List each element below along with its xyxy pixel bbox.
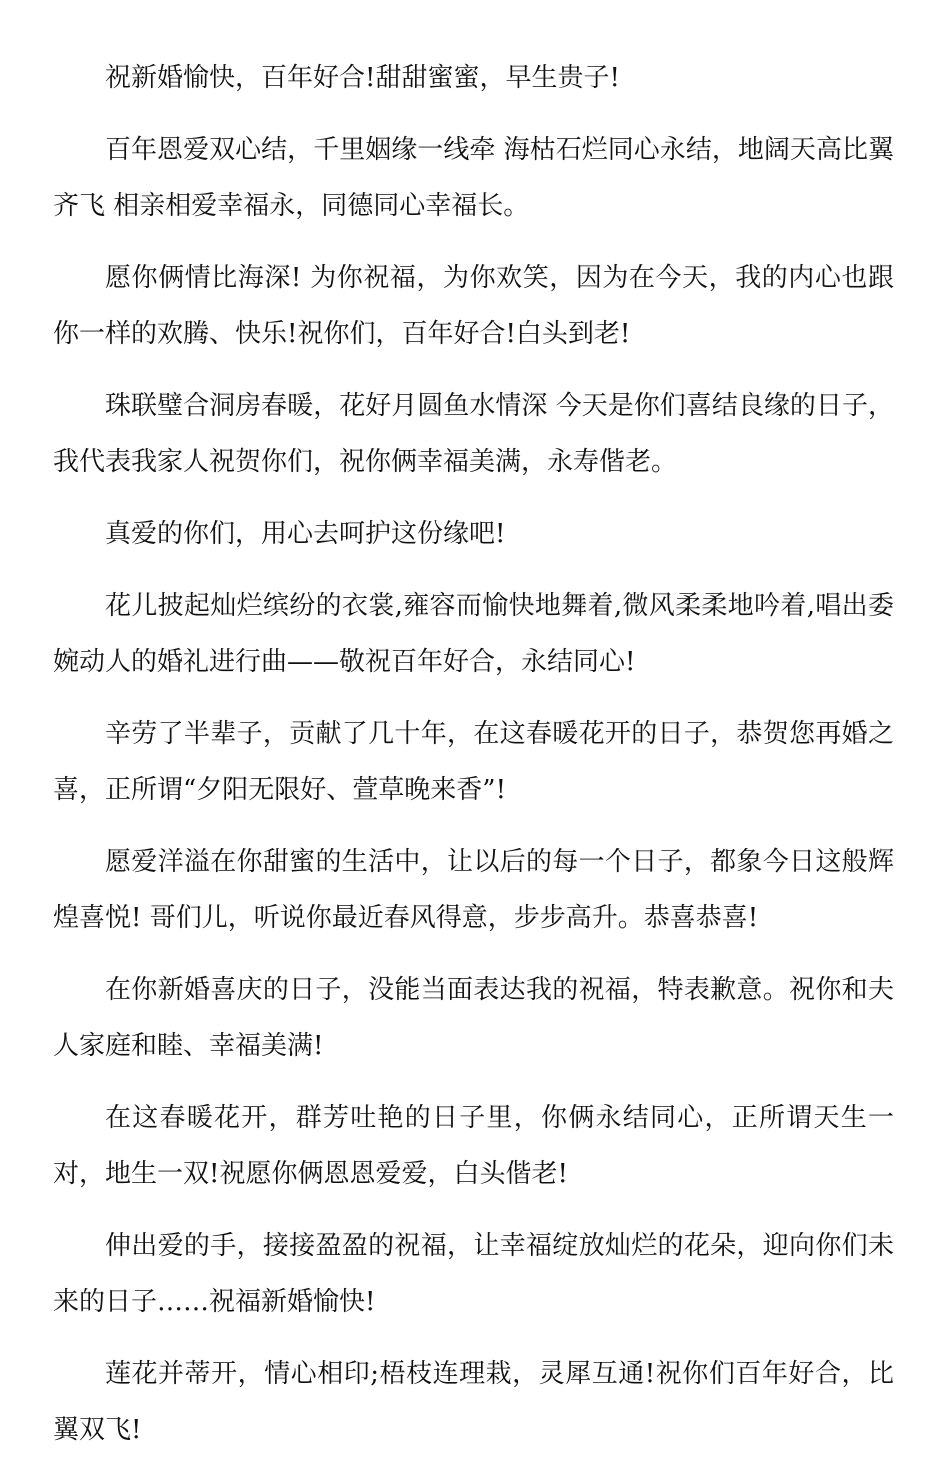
- paragraph-4: 珠联璧合洞房春暖，花好月圆鱼水情深 今天是你们喜结良缘的日子，我代表我家人祝贺你们，祝你俩幸福美满，永寿偕老。: [53, 391, 894, 477]
- paragraph-2: 百年恩爱双心结，千里姻缘一线牵 海枯石烂同心永结，地阔天高比翼齐飞 相亲相爱幸福永，同德同心幸福长。: [53, 135, 894, 221]
- paragraph-7: 辛劳了半辈子，贡献了几十年，在这春暖花开的日子，恭贺您再婚之喜，正所谓“夕阳无限好、萱草晚来香”!: [53, 719, 894, 805]
- paragraph-9: 在你新婚喜庆的日子，没能当面表达我的祝福，特表歉意。祝你和夫人家庭和睦、幸福美满!: [53, 975, 894, 1061]
- paragraph-12: 莲花并蒂开，情心相印;梧枝连理栽，灵犀互通!祝你们百年好合，比翼双飞!: [53, 1359, 894, 1445]
- paragraph-1: 祝新婚愉快，百年好合!甜甜蜜蜜，早生贵子!: [105, 63, 620, 93]
- paragraph-8: 愿爱洋溢在你甜蜜的生活中，让以后的每一个日子，都象今日这般辉煌喜悦! 哥们儿，听说你最近春风得意，步步高升。恭喜恭喜!: [53, 847, 894, 933]
- paragraph-11: 伸出爱的手，接接盈盈的祝福，让幸福绽放灿烂的花朵，迎向你们未来的日子……祝福新婚愉快!: [53, 1231, 894, 1317]
- paragraph-3: 愿你俩情比海深! 为你祝福，为你欢笑，因为在今天，我的内心也跟你一样的欢腾、快乐!祝你们，百年好合!白头到老!: [53, 263, 894, 349]
- paragraph-10: 在这春暖花开，群芳吐艳的日子里，你俩永结同心，正所谓天生一对，地生一双!祝愿你俩恩恩爱爱，白头偕老!: [53, 1103, 894, 1189]
- paragraph-5: 真爱的你们，用心去呵护这份缘吧!: [105, 519, 506, 549]
- paragraph-6: 花儿披起灿烂缤纷的衣裳,雍容而愉快地舞着,微风柔柔地吟着,唱出委婉动人的婚礼进行曲——敬祝百年好合，永结同心!: [53, 591, 894, 677]
